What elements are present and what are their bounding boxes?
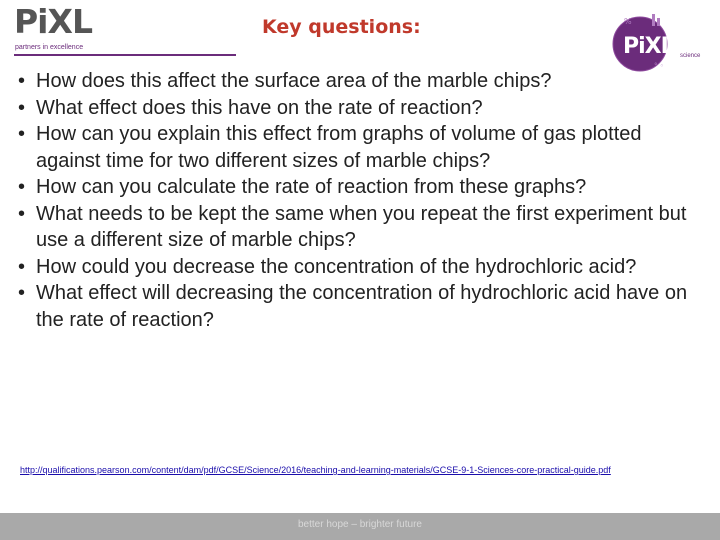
bullet-icon: • (18, 176, 26, 198)
pixl-logo-wordmark: PiXL (14, 2, 92, 41)
bullet-icon: • (18, 70, 26, 92)
question-text: What effect does this have on the rate of reaction? (36, 96, 483, 119)
list-item (18, 201, 708, 254)
pixl-logo-tagline: partners in excellence (15, 44, 84, 51)
pixl-logo (14, 2, 244, 54)
bullet-icon: • (18, 202, 26, 225)
list-item (18, 121, 708, 174)
header-divider (14, 54, 236, 56)
question-text: What needs to be kept the same when you repeat the first experiment but use a different size of marble chips? (36, 202, 687, 251)
bullet-icon: • (18, 255, 26, 278)
list-item (18, 68, 708, 95)
key-questions-list (18, 68, 708, 333)
question-text: How can you calculate the rate of reaction from these graphs? (36, 176, 587, 198)
bullet-icon: • (18, 96, 26, 119)
svg-text:° ◦: ° ◦ (654, 62, 664, 70)
list-item (18, 254, 708, 281)
pixl-science-logo-subtitle: science (680, 53, 701, 59)
bullet-icon: • (18, 123, 26, 145)
page-title: Key questions: (262, 16, 421, 38)
core-practical-guide-link[interactable]: http://qualifications.pearson.com/content/dam/pdf/GCSE/Science/2016/teaching-and-learning-materials/GCSE-9-1-Sciences-core-practical-guide.pdf (20, 465, 611, 475)
svg-text:%: % (624, 17, 632, 26)
pixl-science-logo-wordmark: PiXL (623, 34, 674, 59)
question-text: What effect will decreasing the concentration of hydrochloric acid have on the rate of reaction? (36, 282, 688, 331)
list-item (18, 95, 708, 122)
footer-bar (0, 513, 720, 540)
list-item (18, 280, 708, 333)
pixl-science-logo (606, 10, 714, 72)
list-item (18, 174, 708, 201)
footer-slogan: better hope – brighter future (298, 519, 422, 530)
bullet-icon: • (18, 282, 26, 304)
question-text: How does this affect the surface area of the marble chips? (36, 70, 552, 92)
question-text: How can you explain this effect from graphs of volume of gas plotted against time for two different sizes of marble chips? (36, 123, 642, 172)
question-text: How could you decrease the concentration of the hydrochloric acid? (36, 255, 637, 278)
